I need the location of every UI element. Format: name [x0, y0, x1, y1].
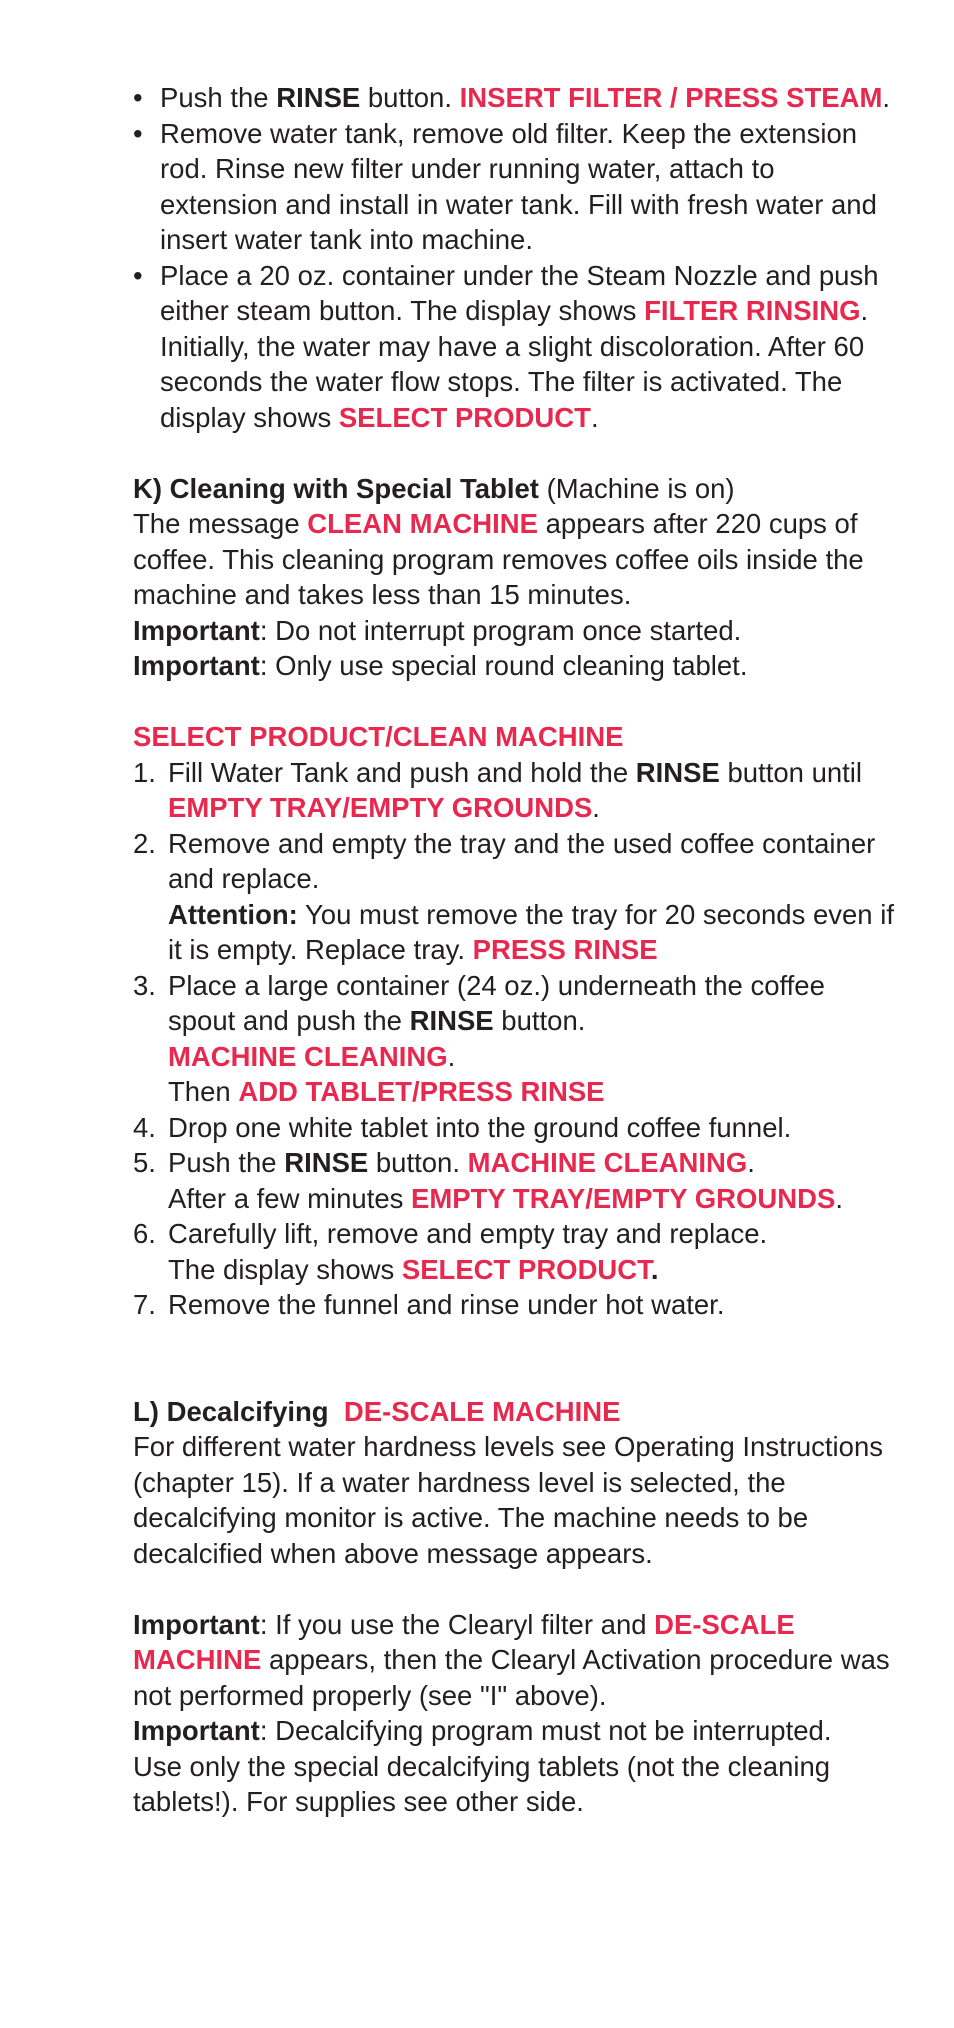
display-message: DE-SCALE MACHINE	[343, 1395, 621, 1427]
important-note: Important: Decalcifying program must not be interrupted.	[133, 1715, 832, 1746]
bullet-item	[133, 80, 894, 116]
display-message: SELECT PRODUCT	[401, 1253, 651, 1285]
display-message: ADD TABLET/PRESS RINSE	[238, 1076, 605, 1107]
bullet-item	[133, 258, 894, 436]
step-subline: Then ADD TABLET/PRESS RINSE	[168, 1076, 605, 1107]
step-number: 1.	[133, 756, 156, 788]
clean-message-paragraph: The message CLEAN MACHINE appears after 220 cups of coffee. This cleaning program removes coffee oils inside the machine and takes less than 15 minutes.	[133, 508, 864, 610]
step-item: 3. Place a large container (24 oz.) underneath the coffee spout and push the RINSE button. MACHINE CLEANING. Then ADD TABLET/PRESS RINSE	[133, 968, 894, 1110]
section-k-heading-line	[133, 471, 894, 507]
step-item: 2. Remove and empty the tray and the used coffee container and replace. Attention: You must remove the tray for 20 seconds even if it is empty. Replace tray. PRESS RINSE	[133, 826, 894, 968]
section-heading: L) Decalcifying	[133, 1395, 329, 1427]
display-message: EMPTY TRAY/EMPTY GROUNDS	[411, 1182, 836, 1214]
display-message: CLEAN MACHINE	[307, 508, 538, 539]
step-subline: After a few minutes EMPTY TRAY/EMPTY GROUNDS.	[168, 1182, 843, 1214]
spacer	[133, 435, 894, 471]
section-heading-note: (Machine is on)	[538, 472, 735, 504]
step-number: 7.	[133, 1289, 156, 1320]
spacer	[133, 1358, 894, 1394]
step-number: 2.	[133, 827, 156, 859]
important-note: Important: If you use the Clearyl filter and DE-SCALE MACHINE appears, then the Clearyl Activation procedure was not performed properly (see "I" above).	[133, 1608, 890, 1711]
spacer	[133, 684, 894, 720]
spacer	[133, 1571, 894, 1607]
bullet-text: button.	[360, 82, 460, 113]
display-message: DE-SCALE MACHINE	[133, 1608, 795, 1675]
bullet-text: .	[590, 401, 599, 433]
bullet-text: Remove water tank, remove old filter. Keep the extension rod. Rinse new filter under running water, attach to extension and install in water tank. Fill with fresh water and insert water tank into machine.	[160, 117, 877, 255]
step-subline: MACHINE CLEANING.	[168, 1040, 456, 1072]
display-message: MACHINE CLEANING	[467, 1147, 748, 1178]
display-message-title: SELECT PRODUCT/CLEAN MACHINE	[133, 721, 624, 752]
step-item: 7. Remove the funnel and rinse under hot water.	[133, 1287, 894, 1323]
step-number: 4.	[133, 1111, 156, 1143]
spacer	[133, 1323, 894, 1359]
step-item: 4. Drop one white tablet into the ground coffee funnel.	[133, 1110, 894, 1146]
display-message: MACHINE CLEANING	[168, 1040, 448, 1072]
section-heading: K) Cleaning with Special Tablet	[133, 472, 539, 504]
filter-activation-bullets	[133, 80, 894, 435]
supplies-note: Use only the special decalcifying tablets (not the cleaning tablets!). For supplies see other side.	[133, 1750, 831, 1817]
step-item: 1. Fill Water Tank and push and hold the RINSE button until EMPTY TRAY/EMPTY GROUNDS.	[133, 756, 863, 823]
step-subline: The display shows SELECT PRODUCT.	[168, 1253, 659, 1285]
decalcify-paragraph: For different water hardness levels see Operating Instructions (chapter 15). If a water hardness level is selected, the decalcifying monitor is active. The machine needs to be decalcified when above message appears.	[133, 1431, 884, 1569]
bullet-item	[133, 116, 894, 258]
bullet-text: Place a 20 oz. container under the Steam Nozzle and push either steam button. The display shows	[160, 259, 879, 326]
step-number: 3.	[133, 969, 156, 1001]
section-l-heading-line	[133, 1394, 894, 1430]
step-item: 5. Push the RINSE button. MACHINE CLEANING. After a few minutes EMPTY TRAY/EMPTY GROUNDS.	[133, 1145, 894, 1216]
rinse-keyword: RINSE	[276, 82, 361, 113]
important-note: Important: Only use special round cleaning tablet.	[133, 650, 748, 681]
section-k-cleaning	[133, 471, 894, 1323]
display-message: SELECT PRODUCT	[338, 401, 591, 433]
bullet-text: . Initially, the water may have a slight discoloration. After 60 seconds the water flow stops. The filter is activated. The display shows	[160, 295, 869, 433]
step-item: 6. Carefully lift, remove and empty tray and replace. The display shows SELECT PRODUCT.	[133, 1216, 894, 1287]
important-note: Important: Do not interrupt program once started.	[133, 614, 742, 646]
attention-note: Attention: You must remove the tray for 20 seconds even if it is empty. Replace tray. PRESS RINSE	[168, 898, 894, 965]
display-message: PRESS RINSE	[472, 934, 658, 965]
cleaning-steps	[133, 755, 894, 1323]
step-number: 6.	[133, 1218, 156, 1249]
display-message: INSERT FILTER / PRESS STEAM	[459, 82, 883, 113]
display-message: EMPTY TRAY/EMPTY GROUNDS	[168, 792, 593, 823]
bullet-text: Push the	[160, 82, 277, 113]
section-l-decalcifying	[133, 1394, 894, 1820]
step-number: 5.	[133, 1147, 156, 1178]
bullet-text: .	[882, 82, 890, 113]
display-message: FILTER RINSING	[644, 295, 861, 326]
